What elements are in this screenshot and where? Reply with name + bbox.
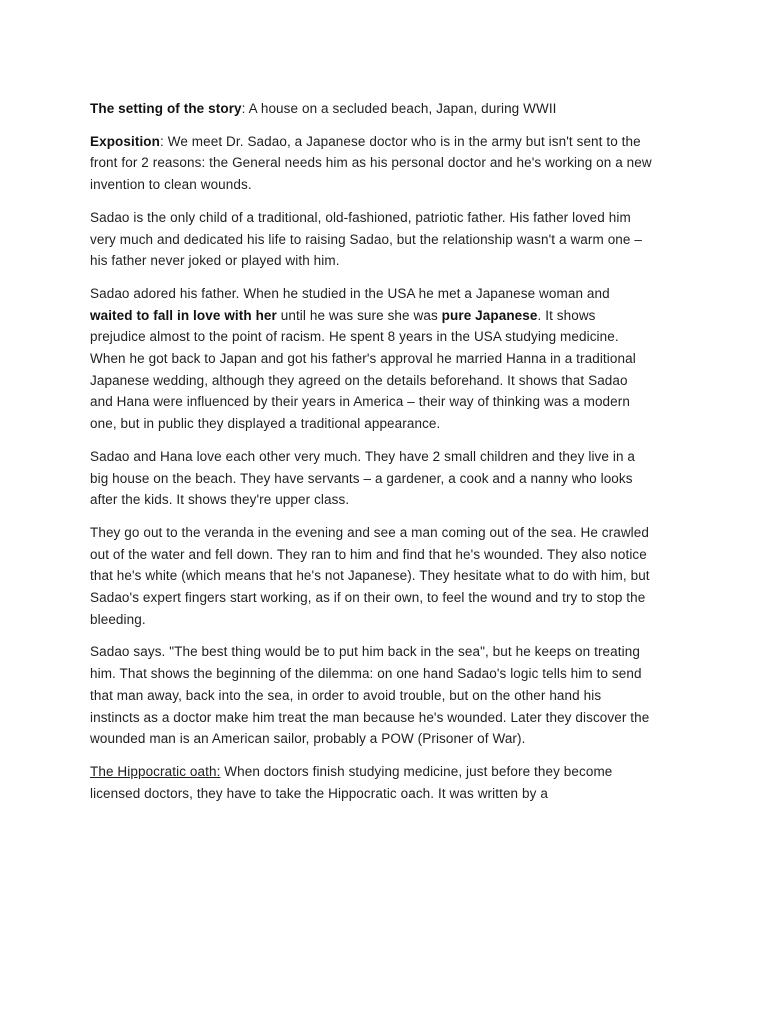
setting-heading: The setting of the story	[90, 101, 242, 116]
dilemma-paragraph	[90, 641, 652, 750]
oath-paragraph	[90, 761, 652, 804]
marriage-text-c: . It shows prejudice almost to the point of racism. He spent 8 years in the USA studying medicine. When he got back to Japan and got his father's approval he married Hanna in a traditional Japanese wedding, although they agreed on the details beforehand. It shows that Sadao and Hana were influenced by their years in America – their way of thinking was a modern one, but in public they displayed a traditional appearance.	[90, 307, 636, 432]
father-text: Sadao is the only child of a traditional, old-fashioned, patriotic father. His father loved him very much and dedicated his life to raising Sadao, but the relationship wasn't a warm one – his father never joked or played with him.	[90, 209, 642, 269]
exposition-paragraph	[90, 131, 652, 196]
marriage-text-a: Sadao adored his father. When he studied in the USA he met a Japanese woman and	[90, 285, 610, 301]
marriage-bold-a: waited to fall in love with her	[90, 307, 277, 323]
marriage-bold-b: pure Japanese	[441, 307, 538, 323]
family-paragraph	[90, 446, 652, 511]
veranda-paragraph	[90, 522, 652, 631]
marriage-paragraph	[90, 283, 652, 435]
setting-text: : A house on a secluded beach, Japan, during WWII	[241, 101, 557, 116]
exposition-heading: Exposition	[90, 133, 161, 149]
document-body	[90, 98, 652, 815]
oath-text: When doctors finish studying medicine, just before they become licensed doctors, they have to take the Hippocratic oach. It was written by a	[90, 763, 613, 801]
exposition-text: : We meet Dr. Sadao, a Japanese doctor who is in the army but isn't sent to the front for 2 reasons: the General needs him as his personal doctor and he's working on a new invention to clean wounds.	[90, 133, 652, 193]
oath-heading: The Hippocratic oath:	[90, 763, 221, 779]
family-text: Sadao and Hana love each other very much. They have 2 small children and they live in a big house on the beach. They have servants – a gardener, a cook and a nanny who looks after the kids. It shows they're upper class.	[90, 448, 636, 508]
dilemma-text: Sadao says. "The best thing would be to put him back in the sea", but he keeps on treating him. That shows the beginning of the dilemma: on one hand Sadao's logic tells him to send that man away, back into the sea, in order to avoid trouble, but on the other hand his instincts as a doctor make him treat the man because he's wounded. Later they discover the wounded man is an American sailor, probably a POW (Prisoner of War).	[90, 644, 650, 747]
marriage-text-b: until he was sure she was	[276, 307, 442, 323]
setting-paragraph	[90, 98, 652, 120]
veranda-text: They go out to the veranda in the evening and see a man coming out of the sea. He crawled out of the water and fell down. They ran to him and find that he's wounded. They also notice that he's white (which means that he's not Japanese). They hesitate what to do with him, but Sadao's expert fingers start working, as if on their own, to feel the wound and try to stop the bleeding.	[90, 524, 650, 627]
father-paragraph	[90, 207, 652, 272]
